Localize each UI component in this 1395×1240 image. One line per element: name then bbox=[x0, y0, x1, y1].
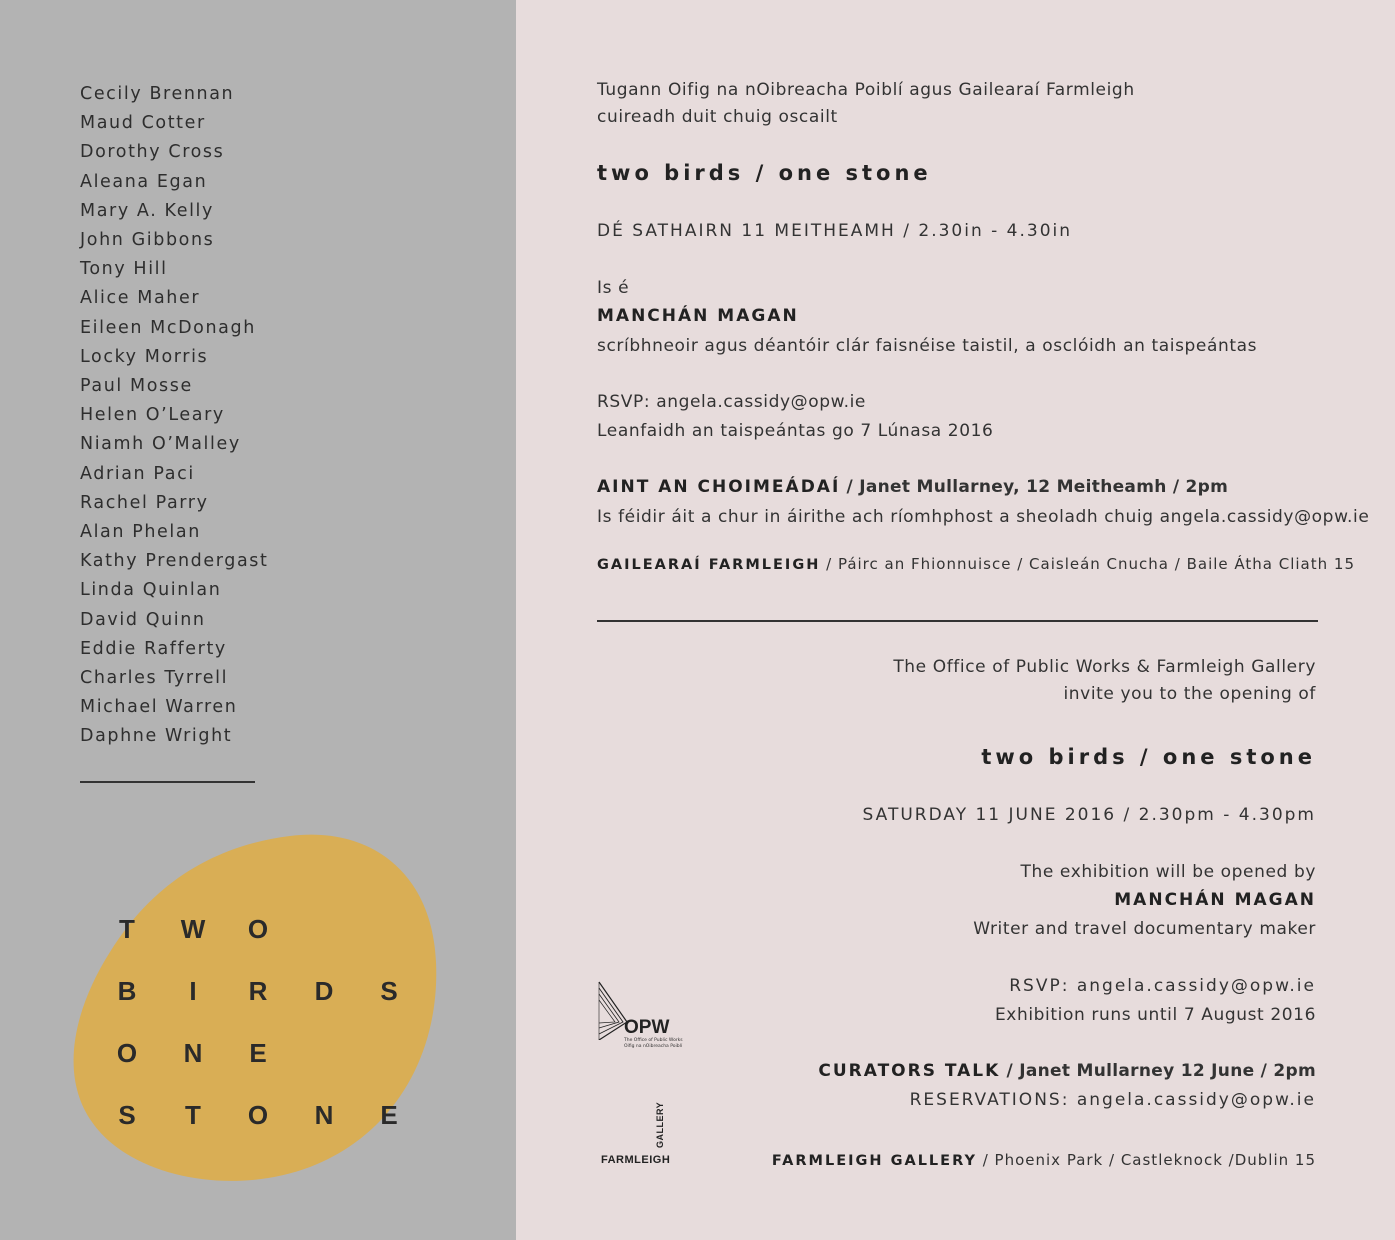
artist-name: Kathy Prendergast bbox=[80, 551, 269, 572]
irish-exhibition-runs: Leanfaidh an taispeántas go 7 Lúnasa 2016 bbox=[597, 421, 994, 441]
graphic-letter: O bbox=[247, 914, 269, 944]
farmleigh-logo-gallery: GALLERY bbox=[655, 1101, 665, 1148]
graphic-letter: W bbox=[180, 914, 206, 944]
graphic-letter: T bbox=[185, 1100, 201, 1130]
artist-name: Daphne Wright bbox=[80, 726, 233, 747]
irish-venue-address: / Páirc an Fhionnuisce / Caisleán Cnucha / Baile Átha Cliath 15 bbox=[820, 555, 1355, 573]
irish-date: DÉ SATHAIRN 11 MEITHEAMH / 2.30in - 4.30in bbox=[597, 221, 1073, 241]
artist-name: Dorothy Cross bbox=[80, 142, 225, 163]
opw-wordmark: OPW bbox=[624, 1017, 670, 1038]
irish-opener-name: MANCHÁN MAGAN bbox=[597, 306, 799, 326]
artist-name: Michael Warren bbox=[80, 697, 238, 718]
artist-name: Tony Hill bbox=[80, 259, 168, 280]
opw-subtitle-irish: Oifig na nOibreacha Poiblí bbox=[624, 1044, 683, 1049]
graphic-letter: T bbox=[119, 914, 135, 944]
artist-name: Eileen McDonagh bbox=[80, 317, 256, 338]
artist-name: Alice Maher bbox=[80, 288, 201, 309]
artist-name: Adrian Paci bbox=[80, 463, 195, 484]
irish-talk-label: AINT AN CHOIMEÁDAÍ bbox=[597, 477, 841, 497]
graphic-letter: O bbox=[116, 1038, 138, 1068]
irish-intro-line-1: Tugann Oifig na nOibreacha Poiblí agus Gailearaí Farmleigh bbox=[597, 80, 1135, 100]
english-opener-description: Writer and travel documentary maker bbox=[973, 919, 1316, 939]
english-opened-by: The exhibition will be opened by bbox=[1020, 862, 1316, 882]
english-intro-line-2: invite you to the opening of bbox=[1063, 684, 1316, 704]
english-curator-talk bbox=[818, 1061, 1316, 1081]
graphic-letter: D bbox=[314, 976, 334, 1006]
graphic-letter: S bbox=[380, 976, 398, 1006]
farmleigh-gallery-logo bbox=[601, 1101, 691, 1174]
opw-logo bbox=[597, 978, 687, 1052]
irish-talk-details: / Janet Mullarney, 12 Meitheamh / 2pm bbox=[840, 477, 1229, 497]
artist-name: Linda Quinlan bbox=[80, 580, 222, 601]
artist-name: Rachel Parry bbox=[80, 492, 209, 513]
irish-talk-reservation: Is féidir áit a chur in áirithe ach ríomhphost a sheoladh chuig angela.cassidy@opw.ie bbox=[597, 507, 1370, 527]
artist-name: Mary A. Kelly bbox=[80, 200, 214, 221]
english-date: SATURDAY 11 JUNE 2016 / 2.30pm - 4.30pm bbox=[862, 805, 1316, 825]
irish-venue bbox=[597, 555, 1355, 573]
irish-intro-line-2: cuireadh duit chuig oscailt bbox=[597, 107, 838, 127]
graphic-letter: B bbox=[117, 976, 137, 1006]
opw-subtitle bbox=[624, 1038, 683, 1050]
english-opener-name: MANCHÁN MAGAN bbox=[1114, 890, 1316, 910]
english-talk-label: CURATORS TALK bbox=[818, 1061, 1001, 1081]
irish-opened-by: Is é bbox=[597, 278, 630, 298]
two-birds-one-stone-letters bbox=[0, 0, 516, 1240]
divider bbox=[597, 620, 1318, 622]
artist-name: Paul Mosse bbox=[80, 376, 193, 397]
graphic-letter: R bbox=[248, 976, 268, 1006]
artist-name: Aleana Egan bbox=[80, 171, 208, 192]
irish-venue-label: GAILEARAÍ FARMLEIGH bbox=[597, 557, 821, 573]
artist-name: Alan Phelan bbox=[80, 522, 201, 543]
opw-subtitle-english: The Office of Public Works bbox=[624, 1038, 683, 1043]
irish-exhibition-title: two birds / one stone bbox=[597, 161, 932, 185]
irish-rsvp: RSVP: angela.cassidy@opw.ie bbox=[597, 392, 866, 412]
graphic-letter: N bbox=[183, 1038, 203, 1068]
graphic-letter: E bbox=[380, 1100, 398, 1130]
graphic-letter: O bbox=[247, 1100, 269, 1130]
artist-name: David Quinn bbox=[80, 609, 206, 630]
english-intro-line-1: The Office of Public Works & Farmleigh Gallery bbox=[893, 657, 1316, 677]
artist-name: Maud Cotter bbox=[80, 113, 206, 134]
graphic-letter: N bbox=[314, 1100, 334, 1130]
english-venue-label: FARMLEIGH GALLERY bbox=[771, 1153, 977, 1169]
english-rsvp: RSVP: angela.cassidy@opw.ie bbox=[1009, 976, 1316, 996]
graphic-letter: E bbox=[249, 1038, 267, 1068]
irish-opener-description: scríbhneoir agus déantóir clár faisnéise taistil, a osclóidh an taispeántas bbox=[597, 336, 1258, 356]
english-talk-details: / Janet Mullarney 12 June / 2pm bbox=[1000, 1061, 1316, 1081]
english-exhibition-title: two birds / one stone bbox=[981, 745, 1316, 769]
english-venue-address: / Phoenix Park / Castleknock /Dublin 15 bbox=[976, 1151, 1316, 1169]
artist-name: Helen O’Leary bbox=[80, 405, 225, 426]
artist-name: Cecily Brennan bbox=[80, 84, 235, 104]
farmleigh-logo-wordmark: FARMLEIGH bbox=[601, 1154, 671, 1166]
english-exhibition-runs: Exhibition runs until 7 August 2016 bbox=[994, 1005, 1316, 1025]
artist-name: Niamh O’Malley bbox=[80, 434, 241, 455]
artist-name: Locky Morris bbox=[80, 346, 209, 367]
artist-name: Eddie Rafferty bbox=[80, 638, 227, 659]
graphic-letter: I bbox=[189, 976, 197, 1006]
english-venue bbox=[772, 1151, 1316, 1169]
artist-name: John Gibbons bbox=[80, 230, 215, 251]
english-talk-reservation: RESERVATIONS: angela.cassidy@opw.ie bbox=[909, 1090, 1316, 1110]
irish-curator-talk bbox=[597, 477, 1228, 497]
left-panel bbox=[0, 0, 516, 1240]
artist-name: Charles Tyrrell bbox=[80, 668, 229, 689]
graphic-letter: S bbox=[118, 1100, 136, 1130]
